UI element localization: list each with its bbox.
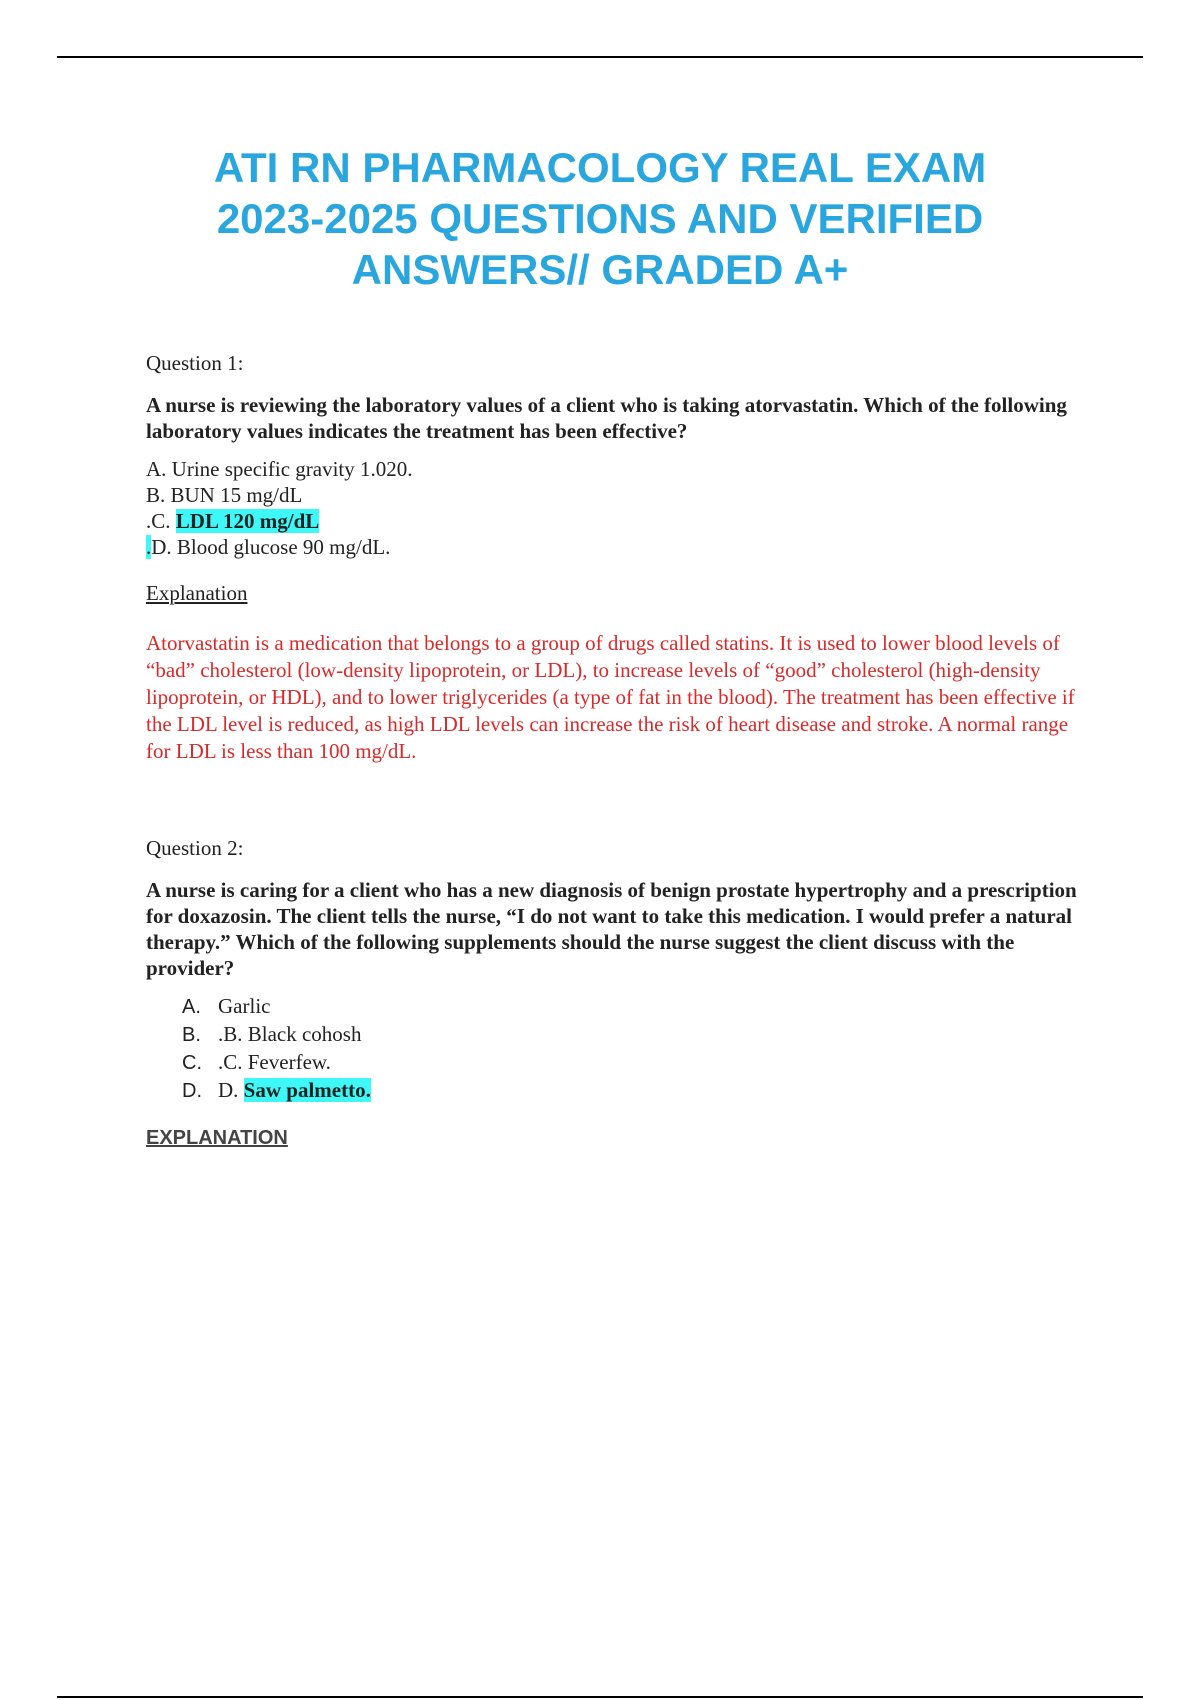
question-2-options — [182, 993, 1106, 1105]
question-1-stem: A nurse is reviewing the laboratory values of a client who is taking atorvastatin. Which of the following laboratory values indicates the treatment has been effective? — [146, 393, 1067, 443]
q2-correct-answer: Saw palmetto. — [243, 1078, 371, 1102]
document-title — [100, 142, 1100, 295]
q2-option-b-text: .B. Black cohosh — [218, 1022, 362, 1046]
bottom-rule — [57, 1696, 1143, 1698]
q2-option-a-marker: A. — [182, 996, 201, 1018]
q2-option-c-marker: C. — [182, 1052, 202, 1074]
q2-option-a-text: Garlic — [218, 994, 271, 1018]
q1-explanation-heading: Explanation — [146, 581, 248, 605]
q1-option-d-text: D. Blood glucose 90 mg/dL. — [151, 535, 391, 559]
q1-option-c — [146, 508, 1106, 534]
q1-option-d — [146, 534, 1106, 560]
question-1-label: Question 1: — [146, 351, 244, 375]
q2-option-c-text: .C. Feverfew. — [218, 1050, 331, 1074]
q2-option-c — [182, 1049, 1106, 1077]
q2-option-d — [182, 1077, 1106, 1105]
title-line-3: ANSWERS// GRADED A+ — [351, 246, 849, 293]
question-1-options — [146, 456, 1106, 560]
q2-option-b-marker: B. — [182, 1024, 201, 1046]
q1-explanation-text: Atorvastatin is a medication that belongs to a group of drugs called statins. It is used to lower blood levels of “bad” cholesterol (low-density lipoprotein, or LDL), to increase levels of “good” cholesterol (high-density lipoprotein, or HDL), and to lower triglycerides (a type of fat in the blood). The treatment has been effective if the LDL level is reduced, as high LDL levels can increase the risk of heart disease and stroke. A normal range for LDL is less than 100 mg/dL. — [146, 631, 1075, 763]
q2-option-a — [182, 993, 1106, 1021]
question-2-label: Question 2: — [146, 836, 244, 860]
q1-option-a: A. Urine specific gravity 1.020. — [146, 457, 413, 481]
q2-explanation-heading: EXPLANATION — [146, 1127, 288, 1149]
title-line-2: 2023-2025 QUESTIONS AND VERIFIED — [216, 195, 984, 242]
q1-option-b: B. BUN 15 mg/dL — [146, 483, 303, 507]
q1-correct-answer: LDL 120 mg/dL — [175, 509, 320, 533]
q1-option-c-prefix: .C. — [146, 509, 176, 533]
q2-option-d-prefix: D. — [218, 1078, 244, 1102]
top-rule — [57, 56, 1143, 58]
title-line-1: ATI RN PHARMACOLOGY REAL EXAM — [213, 144, 987, 191]
q2-option-d-marker: D. — [182, 1080, 202, 1102]
document-body — [146, 350, 1106, 1151]
q2-option-b — [182, 1021, 1106, 1049]
q1-option-d-mark: . — [146, 535, 152, 559]
question-2-stem: A nurse is caring for a client who has a new diagnosis of benign prostate hypertrophy and a prescription for doxazosin. The client tells the nurse, “I do not want to take this medication. I would prefer a natural therapy.” Which of the following supplements should the nurse suggest the client discuss with the provider? — [146, 878, 1077, 980]
